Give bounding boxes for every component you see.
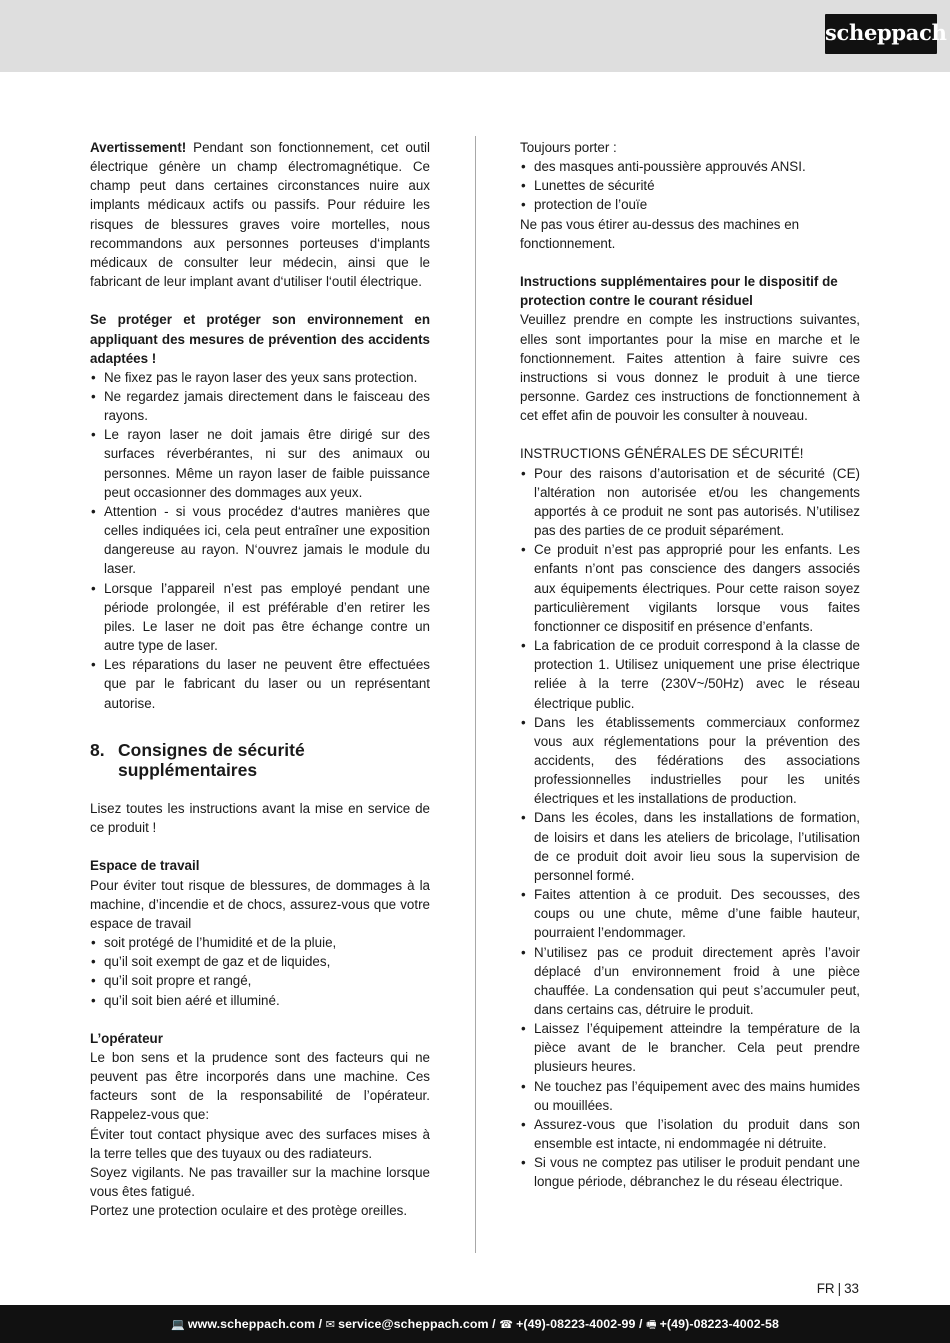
- section-title: Consignes de sécurité supplémentaires: [118, 739, 305, 780]
- page-language: FR: [816, 1281, 835, 1296]
- protect-heading: Se protéger et protéger son environnement en appliquant des mesures de prévention des accidents adaptées !: [90, 312, 430, 366]
- no-reach-text: Ne pas vous étirer au-dessus des machines en fonctionnement.: [520, 216, 800, 251]
- always-wear-text: Toujours porter :: [520, 140, 617, 155]
- list-item: • Lunettes de sécurité: [520, 176, 860, 195]
- page-number-value: 33: [844, 1281, 859, 1296]
- footer-separator: /: [635, 1317, 647, 1331]
- wear-list: [520, 157, 860, 214]
- operator-heading: L’opérateur: [90, 1030, 163, 1046]
- list-item: • qu’il soit bien aéré et illuminé.: [90, 991, 430, 1010]
- mail-icon: ✉: [325, 1319, 336, 1331]
- page-number: FR | 33: [816, 1281, 859, 1296]
- operator-paragraph: Portez une protection oculaire et des protège oreilles.: [90, 1203, 408, 1219]
- footer-separator: /: [488, 1317, 500, 1331]
- intro-text: Lisez toutes les instructions avant la mise en service de ce produit !: [90, 800, 430, 836]
- list-item: • Attention - si vous procédez d‘autres manières que celles indiquées ici, cela peut entraîner une exposition dangereuse au rayon. N‘ouvrez jamais le module du laser.: [90, 502, 430, 579]
- list-item: • Ce produit n’est pas approprié pour les enfants. Les enfants n’ont pas conscience des dangers associés aux équipements électriques. Pour cette raison soyez particulièrement vigilants lorsque vous faites fonctionner ce dispositif en présence d’enfants.: [520, 540, 860, 636]
- workspace-list: [90, 933, 430, 1010]
- list-item: • Dans les établissements commerciaux conformez vous aux réglementations pour la prévention des accidents, des fédérations des associations professionnelles industrielles pour les unités électriques et les installations de production.: [520, 713, 860, 809]
- list-item: • Si vous ne comptez pas utiliser le produit pendant une longue période, débranchez le du réseau électrique.: [520, 1153, 860, 1191]
- footer-bar: [0, 1305, 950, 1343]
- fax-icon: 🖷: [646, 1319, 657, 1331]
- section-number: 8.: [90, 739, 105, 760]
- operator-paragraph: Le bon sens et la prudence sont des facteurs qui ne peuvent pas être incorporés dans une machine. Ces facteurs sont de la responsabilité de l’opérateur. Rappelez-vous que:: [90, 1049, 430, 1123]
- website-link[interactable]: www.scheppach.com: [187, 1317, 316, 1331]
- operator-paragraph: Soyez vigilants. Ne pas travailler sur la machine lorsque vous êtes fatigué.: [90, 1164, 430, 1200]
- warning-text: Pendant son fonctionnement, cet outil électrique génère un champ électromagnétique. Ce champ peut dans certaines circonstances nuire aux implants médicaux actifs ou passifs. Pour réduire les risques de blessures graves voire mortelles, nous recommandons aux personnes porteuses d‘implants médicaux de consulter leur médecin, ainsi que le fabricant de leur implant avant d‘utiliser l‘outil électrique.: [90, 140, 430, 290]
- phone-number[interactable]: +(49)-08223-4002-99: [516, 1317, 636, 1331]
- scheppach-logo: scheppach: [825, 14, 937, 54]
- workspace-heading: Espace de travail: [90, 858, 200, 874]
- operator-paragraph: Éviter tout contact physique avec des surfaces mises à la terre telles que des tuyaux ou des radiateurs.: [90, 1126, 430, 1161]
- right-column: [520, 138, 860, 1192]
- list-item: • Ne touchez pas l’équipement avec des mains humides ou mouillées.: [520, 1077, 860, 1115]
- list-item: • Les réparations du laser ne peuvent être effectuées que par le fabricant du laser ou un représentant autorise.: [90, 655, 430, 712]
- column-divider: [475, 136, 476, 1253]
- list-item: • Laissez l’équipement atteindre la température de la pièce avant de le brancher. Cela peut prendre plusieurs heures.: [520, 1019, 860, 1076]
- rcd-heading: Instructions supplémentaires pour le dispositif de protection contre le courant résiduel: [520, 274, 838, 309]
- header-bar: [0, 0, 950, 72]
- laser-list: [90, 368, 430, 713]
- left-column: [90, 138, 430, 1220]
- list-item: • qu’il soit propre et rangé,: [90, 971, 430, 990]
- phone-icon: ☎: [499, 1319, 514, 1331]
- computer-icon: 💻: [171, 1319, 185, 1331]
- list-item: • Pour des raisons d’autorisation et de sécurité (CE) l’altération non autorisée et/ou les changements apportés à ce produit ne sont pas autorisés. N’utilisez pas des parties de ce produit séparément.: [520, 464, 860, 541]
- workspace-text: Pour éviter tout risque de blessures, de dommages à la machine, d’incendie et de chocs, assurez-vous que votre espace de travail: [90, 877, 430, 931]
- general-list: [520, 464, 860, 1192]
- list-item: • Dans les écoles, dans les installations de formation, de loisirs et dans les ateliers de bricolage, l’utilisation de ce produit doit avoir lieu sous la supervision de personnel formé.: [520, 808, 860, 885]
- list-item: • N’utilisez pas ce produit directement après l’avoir déplacé d’un environnement froid à une pièce chauffée. La condensation qui peut s’accumuler peut, dans certains cas, détruire le produit.: [520, 943, 860, 1020]
- section-heading: [90, 740, 430, 780]
- list-item: • Lorsque l’appareil n’est pas employé pendant une période prolongée, il est préférable d’en retirer les piles. Le laser ne doit pas être échange contre un autre type de laser.: [90, 579, 430, 656]
- list-item: • qu’il soit exempt de gaz et de liquides,: [90, 952, 430, 971]
- list-item: • Ne fixez pas le rayon laser des yeux sans protection.: [90, 368, 430, 387]
- list-item: • Assurez-vous que l’isolation du produit dans son ensemble est intacte, ni endommagée ni détruite.: [520, 1115, 860, 1153]
- list-item: • Ne regardez jamais directement dans le faisceau des rayons.: [90, 387, 430, 425]
- list-item: • protection de l’ouïe: [520, 195, 860, 214]
- general-heading: INSTRUCTIONS GÉNÉRALES DE SÉCURITÉ!: [520, 446, 804, 462]
- list-item: • La fabrication de ce produit correspond à la classe de protection 1. Utilisez uniquement une prise électrique reliée à la terre (230V~/50Hz) avec le réseau électrique public.: [520, 636, 860, 713]
- list-item: • des masques anti-poussière approuvés ANSI.: [520, 157, 860, 176]
- email-link[interactable]: service@scheppach.com: [338, 1317, 489, 1331]
- warning-label: Avertissement!: [90, 140, 187, 155]
- list-item: • Le rayon laser ne doit jamais être dirigé sur des surfaces réverbérantes, ni sur des animaux ou personnes. Même un rayon laser de faible puissance peut occasionner des dommages aux yeux.: [90, 425, 430, 502]
- footer-separator: /: [315, 1317, 326, 1331]
- rcd-text: Veuillez prendre en compte les instructions suivantes, elles sont importantes pour la mise en marche et le fonctionnement. Faites attention à faire suivre ces instructions si vous donnez le produit à une tierce personne. Gardez ces instructions de fonctionnement à cet effet afin de pouvoir les consulter à nouveau.: [520, 312, 860, 424]
- warning-paragraph: [90, 138, 430, 291]
- list-item: • soit protégé de l’humidité et de la pluie,: [90, 933, 430, 952]
- fax-number: +(49)-08223-4002-58: [659, 1317, 779, 1331]
- list-item: • Faites attention à ce produit. Des secousses, des coups ou une chute, même d’une faible hauteur, pourraient l’endommager.: [520, 885, 860, 942]
